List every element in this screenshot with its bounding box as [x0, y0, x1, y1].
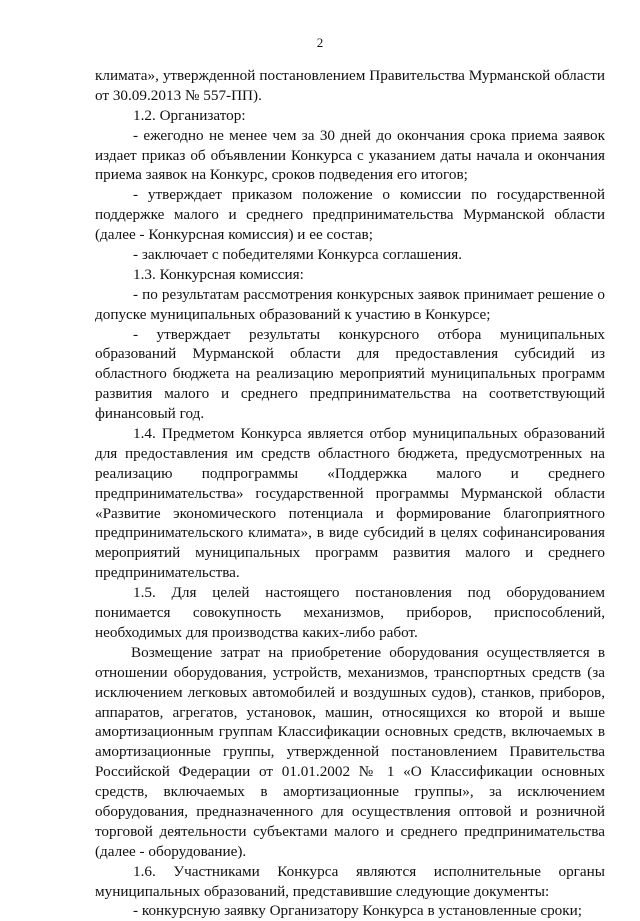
text-line: аппаратов, агрегатов, установок, машин, относящихся ко второй и выше	[95, 703, 605, 721]
text-line: амортизационным группам Классификации основных средств, включаемых в	[95, 723, 605, 741]
text-line: (далее - Конкурсная комиссия) и ее состав;	[95, 226, 373, 244]
text-line: средств, включаемых в амортизационные группы», за исключением	[95, 783, 605, 801]
page-number: 2	[316, 35, 324, 50]
text-line: - заключает с победителями Конкурса соглашения.	[133, 246, 463, 264]
text-line: (далее - оборудование).	[95, 842, 247, 860]
text-line: Российской Федерации от 01.01.2002 № 1 «О Классификации основных	[95, 763, 605, 781]
text-line: климата», утвержденной постановлением Правительства Мурманской области	[95, 67, 605, 84]
text-line: приема заявок на Конкурс, сроков подведения его итогов;	[95, 166, 468, 184]
text-line: предпринимательства.	[95, 564, 240, 582]
text-line: - утверждает результаты конкурсного отбора муниципальных	[133, 325, 605, 343]
text-line: предпринимательства» государственной программы Мурманской области	[95, 484, 605, 502]
text-line: реализацию подпрограммы «Поддержка малого и среднего	[95, 464, 605, 482]
text-line: 1.4. Предметом Конкурса является отбор муниципальных образований	[133, 425, 605, 443]
text-line: необходимых для производства каких-либо работ.	[95, 623, 418, 641]
text-line: амортизационные группы, утвержденной постановлением Правительства	[95, 743, 605, 761]
text-line: образований Мурманской области для предоставления субсидий из	[95, 345, 605, 363]
text-line: 1.3. Конкурсная комиссия:	[133, 265, 304, 283]
text-line: исключением легковых автомобилей и воздушных судов), станков, приборов,	[95, 683, 605, 701]
text-line: - утверждает приказом положение о комиссии по государственной	[133, 186, 605, 204]
text-line: допуске муниципальных образований к участию в Конкурсе;	[95, 305, 491, 323]
text-line: 1.5. Для целей настоящего постановления под оборудованием	[133, 584, 605, 602]
text-line: «Развитие экономического потенциала и формирование благоприятного	[95, 504, 605, 522]
text-line: от 30.09.2013 № 557-ПП).	[95, 86, 262, 104]
text-line: торговой деятельности субъектами малого и среднего предпринимательства	[95, 822, 605, 840]
text-line: издает приказ об объявлении Конкурса с указанием даты начала и окончания	[95, 146, 605, 164]
text-line: оборудования, предназначенного для осуществления оптовой и розничной	[95, 802, 605, 820]
text-line: - по результатам рассмотрения конкурсных заявок принимает решение о	[133, 285, 605, 303]
text-line: отношении оборудования, устройств, механизмов, транспортных средств (за	[95, 663, 605, 681]
text-line: мероприятий муниципальных программ развития малого и среднего	[95, 544, 605, 562]
text-line: 1.6. Участниками Конкурса являются исполнительные органы	[133, 862, 605, 880]
text-line: - ежегодно не менее чем за 30 дней до окончания срока приема заявок	[133, 126, 605, 144]
text-line: - конкурсную заявку Организатору Конкурса в установленные сроки;	[133, 902, 582, 920]
text-line: 1.2. Организатор:	[133, 106, 246, 124]
text-line: поддержке малого и среднего предпринимательства Мурманской области	[95, 206, 605, 224]
text-line: Возмещение затрат на приобретение оборудования осуществляется в	[131, 643, 605, 661]
text-line: предпринимательского климата», в виде субсидий в целях софинансирования	[95, 524, 605, 542]
document-body	[95, 66, 605, 921]
text-line: финансовый год.	[95, 405, 205, 423]
text-line: развития малого и среднего предпринимательства на соответствующий	[95, 385, 605, 403]
text-line: понимается совокупность механизмов, приборов, приспособлений,	[95, 604, 605, 622]
text-line: областного бюджета на реализацию мероприятий муниципальных программ	[95, 365, 605, 383]
text-line: муниципальных образований, представившие следующие документы:	[95, 882, 550, 900]
text-line: для предоставления им средств областного бюджета, предусмотренных на	[95, 444, 605, 462]
